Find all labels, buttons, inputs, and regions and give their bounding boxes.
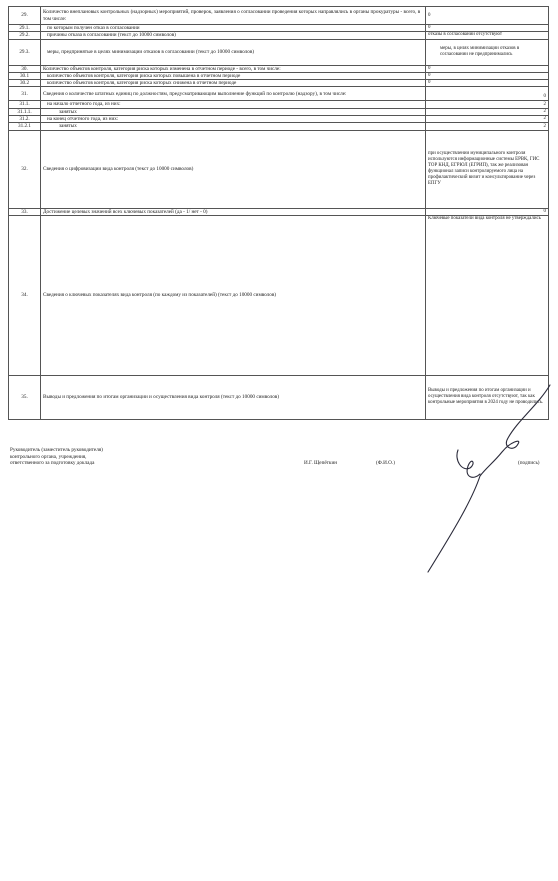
row-label: на конец отчетного года, из них: bbox=[41, 116, 426, 123]
row-label: Количество объектов контроля, категория риска которых изменена в отчетном периоде - всего, в том числе: bbox=[41, 65, 426, 72]
row-label: Достижение целевых значений всех ключевых показателей (да - 1/ нет - 0) bbox=[41, 208, 426, 215]
row-number: 29.1. bbox=[9, 25, 41, 32]
row-value: 0 bbox=[426, 25, 549, 32]
position-line: ответственного за подготовку доклада bbox=[10, 460, 95, 466]
row-value: 2 bbox=[426, 108, 549, 115]
row-value: 0 bbox=[426, 87, 549, 101]
row-value: 2 bbox=[426, 123, 549, 130]
position-line: контрольного органа, учреждения, bbox=[10, 453, 87, 460]
table-row bbox=[9, 72, 549, 79]
row-number: 31.1.1. bbox=[9, 108, 41, 115]
row-value: 0 bbox=[426, 72, 549, 79]
row-label: меры, предпринятые в целях минимизации отказов в согласовании (текст до 10000 символов) bbox=[41, 39, 426, 65]
row-label: Количество внеплановых контрольных (надзорных) мероприятий, проверок, заявления о согласовании проведения которых направлялись в органы прокуратуры - всего, в том числе: bbox=[41, 7, 426, 25]
row-number: 29. bbox=[9, 7, 41, 25]
table-row bbox=[9, 108, 549, 115]
table-row bbox=[9, 123, 549, 130]
row-number: 31.1. bbox=[9, 101, 41, 108]
handwritten-signature bbox=[410, 380, 558, 580]
row-value: Выводы и предложения по итогам организации и осуществления вида контроля отсутствуют, так как контрольные мероприятия в 2024 году не проводились. bbox=[426, 375, 549, 419]
row-number: 33. bbox=[9, 208, 41, 215]
table-row bbox=[9, 39, 549, 65]
table-row bbox=[9, 101, 549, 108]
table-row bbox=[9, 208, 549, 215]
report-sheet bbox=[8, 6, 548, 420]
row-label: по которым получен отказ в согласовании bbox=[41, 25, 426, 32]
row-value: 2 bbox=[426, 101, 549, 108]
row-value: отказы в согласовании отсутствуют bbox=[426, 32, 549, 39]
position-line: Руководитель (заместитель руководителя) bbox=[10, 447, 103, 453]
row-number: 34. bbox=[9, 215, 41, 375]
responsible-name: И.Г. Щепёткин bbox=[304, 460, 338, 466]
row-label: на начало отчетного года, из них: bbox=[41, 101, 426, 108]
row-value: меры, в целях минимизации отказов в согласовании не предпринимались bbox=[426, 39, 549, 65]
row-number: 32. bbox=[9, 130, 41, 208]
row-value: Ключевые показатели вида контроля не утверждались bbox=[426, 215, 549, 375]
row-number: 31.2.1 bbox=[9, 123, 41, 130]
row-number: 31.2. bbox=[9, 116, 41, 123]
table-row bbox=[9, 130, 549, 208]
row-value: 0 bbox=[426, 7, 549, 25]
fio-caption: (Ф.И.О.) bbox=[376, 460, 395, 466]
table-row bbox=[9, 65, 549, 72]
row-number: 30. bbox=[9, 65, 41, 72]
row-label: количество объектов контроля, категория риска которых повышена в отчетном периоде bbox=[41, 72, 426, 79]
row-label: Сведения о количестве штатных единиц по должностям, предусматривающим выполнение функций по контролю (надзору), в том числе: bbox=[41, 87, 426, 101]
signature-caption: (подпись) bbox=[518, 460, 540, 466]
table-row bbox=[9, 87, 549, 101]
table-row bbox=[9, 32, 549, 39]
table-row bbox=[9, 80, 549, 87]
row-value: 2 bbox=[426, 116, 549, 123]
row-value: 0 bbox=[426, 80, 549, 87]
row-value: при осуществлении муниципального контроля используются информационные системы ЕРВК, ГИС ТОР КНД, ЕГРЮЛ (ЕГРИП), так же реализован функционал записи контролируемого лица на профилактический визит и консультирование через ЕПГУ bbox=[426, 130, 549, 208]
table-row bbox=[9, 7, 549, 25]
row-label: Сведения о ключевых показателях вида контроля (по каждому из показателей) (текст до 10000 символов) bbox=[41, 215, 426, 375]
table-row bbox=[9, 116, 549, 123]
row-number: 31. bbox=[9, 87, 41, 101]
table-row bbox=[9, 25, 549, 32]
table-row bbox=[9, 215, 549, 375]
row-number: 30.1 bbox=[9, 72, 41, 79]
responsible-position bbox=[10, 447, 200, 467]
row-label: занятых bbox=[41, 123, 426, 130]
row-label: занятых bbox=[41, 108, 426, 115]
row-label: Выводы и предложения по итогам организации и осуществления вида контроля (текст до 10000 символов) bbox=[41, 375, 426, 419]
report-table bbox=[8, 6, 549, 420]
row-number: 35. bbox=[9, 375, 41, 419]
row-value: 0 bbox=[426, 208, 549, 215]
row-number: 30.2 bbox=[9, 80, 41, 87]
row-label: Сведения о цифровизации вида контроля (текст до 10000 символов) bbox=[41, 130, 426, 208]
row-number: 29.2. bbox=[9, 32, 41, 39]
row-number: 29.3. bbox=[9, 39, 41, 65]
row-label: количество объектов контроля, категория риска которых снижена в отчетном периоде bbox=[41, 80, 426, 87]
row-label: причины отказа в согласовании (текст до 10000 символов) bbox=[41, 32, 426, 39]
row-value: 0 bbox=[426, 65, 549, 72]
